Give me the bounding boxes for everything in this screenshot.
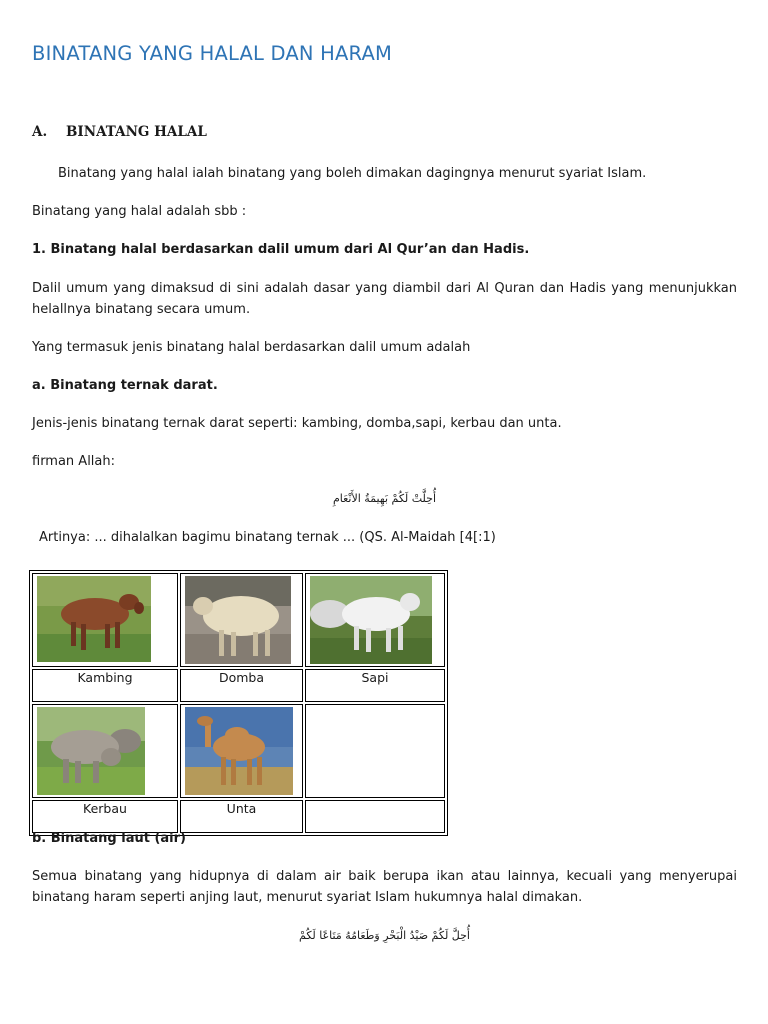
arabic-verse-2: أُحِلَّ لَكُمْ صَيْدُ الْبَحْرِ وَطَعَامُهُ مَتَاعًا لَكُمْ xyxy=(299,929,470,942)
animal-label: Kambing xyxy=(77,670,133,685)
paragraph-definition: Binatang yang halal ialah binatang yang boleh dimakan dagingnya menurut syariat Islam. xyxy=(58,166,647,181)
subheading-ternak-darat: a. Binatang ternak darat. xyxy=(32,378,218,393)
cow-image xyxy=(306,574,444,664)
section-number: A. xyxy=(32,124,48,140)
goat-image xyxy=(33,574,177,664)
subheading-dalil-umum: 1. Binatang halal berdasarkan dalil umum dari Al Qur’an dan Hadis. xyxy=(32,242,530,257)
animal-table xyxy=(29,570,448,836)
subheading-binatang-laut: b. Binatang laut (air) xyxy=(32,831,186,846)
camel-image xyxy=(181,705,302,795)
section-heading-a xyxy=(32,124,207,140)
animal-label: Unta xyxy=(226,801,257,816)
paragraph-binatang-laut: Semua binatang yang hidupnya di dalam air baik berupa ikan atau lainnya, kecuali yang menyerupai binatang haram seperti anjing laut, menurut syariat Islam hukumnya halal dimakan. xyxy=(32,869,737,905)
page-title: BINATANG YANG HALAL DAN HARAM xyxy=(32,42,393,65)
animal-label: Domba xyxy=(218,670,265,685)
paragraph-dalil-explanation: Dalil umum yang dimaksud di sini adalah dasar yang diambil dari Al Quran dan Hadis yang menunjukkan helallnya binatang secara umum. xyxy=(32,281,737,317)
animal-label: Sapi xyxy=(361,670,389,685)
empty-image-cell xyxy=(305,704,445,798)
cow-image-cell xyxy=(305,573,445,667)
buffalo-image-cell xyxy=(32,704,178,798)
paragraph-firman: firman Allah: xyxy=(32,454,116,469)
sheep-image xyxy=(181,574,302,664)
paragraph-translation: Artinya: ... dihalalkan bagimu binatang ternak ... (QS. Al-Maidah [4[:1) xyxy=(39,530,496,545)
goat-image-cell xyxy=(32,573,178,667)
animal-label: Kerbau xyxy=(83,801,127,816)
label-cell xyxy=(32,669,178,702)
section-title: BINATANG HALAL xyxy=(66,124,207,140)
arabic-verse-1: أُحِلَّتْ لَكُمْ بَهِيمَةُ الأَنْعَامِ xyxy=(332,492,437,505)
paragraph-list-intro: Binatang yang halal adalah sbb : xyxy=(32,204,247,219)
paragraph-includes: Yang termasuk jenis binatang halal berdasarkan dalil umum adalah xyxy=(32,340,471,355)
buffalo-image xyxy=(33,705,177,795)
paragraph-ternak-types: Jenis-jenis binatang ternak darat seperti: kambing, domba,sapi, kerbau dan unta. xyxy=(32,416,562,431)
label-cell xyxy=(180,669,303,702)
sheep-image-cell xyxy=(180,573,303,667)
camel-image-cell xyxy=(180,704,303,798)
label-cell xyxy=(305,669,445,702)
